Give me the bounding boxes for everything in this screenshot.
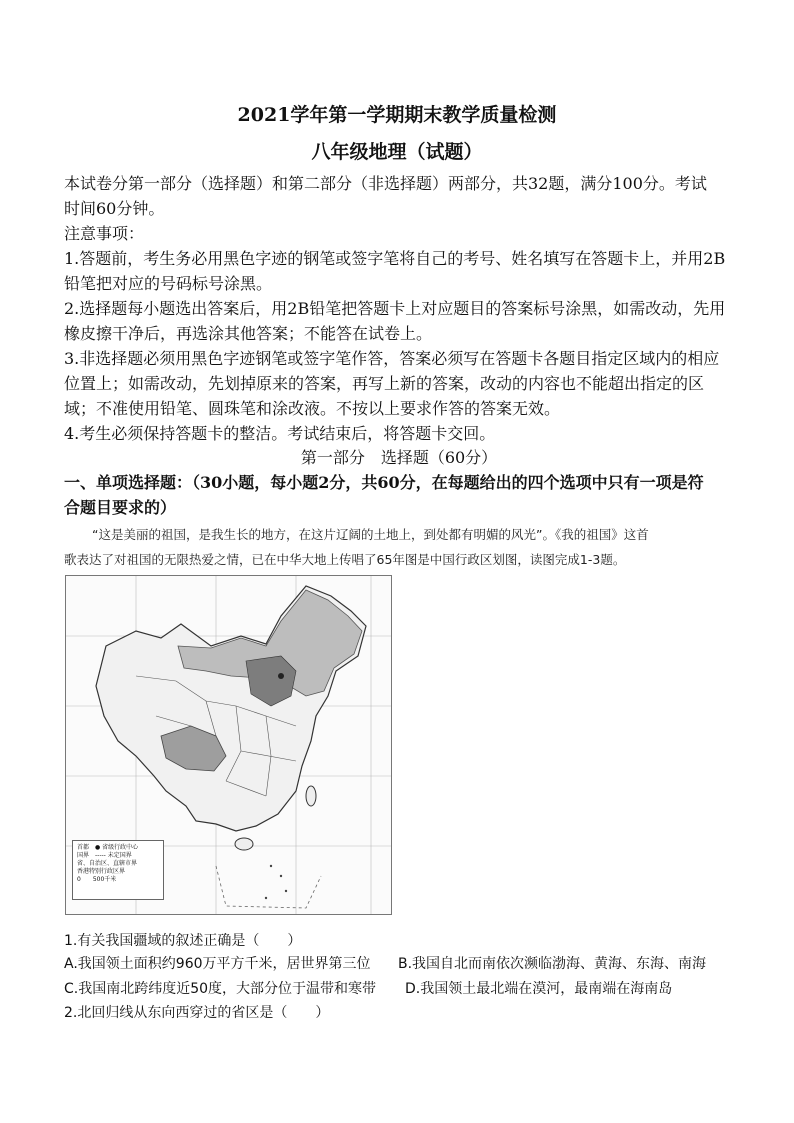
question-option-b: B.我国自北而南依次濒临渤海、黄海、东海、南海 bbox=[398, 956, 707, 972]
question-stem: 1.有关我国疆域的叙述正确是（ ） bbox=[64, 933, 302, 949]
exam-title: 2021学年第一学期期末教学质量检测 bbox=[237, 104, 557, 126]
notice-line: 1.答题前，考生务必用黑色字迹的钢笔或签字笔将自己的考号、姓名填写在答题卡上，并用2B bbox=[64, 249, 726, 268]
notice-line: 域；不准使用铅笔、圆珠笔和涂改液。不按以上要求作答的答案无效。 bbox=[64, 399, 561, 418]
china-admin-map bbox=[65, 575, 392, 915]
question-option-d: D.我国领土最北端在漠河，最南端在海南岛 bbox=[405, 981, 673, 997]
section-heading: 第一部分 选择题（60分） bbox=[300, 448, 498, 467]
map-legend bbox=[72, 840, 164, 900]
notice-line: 2.选择题每小题选出答案后，用2B铅笔把答题卡上对应题目的答案标号涂黑，如需改动，先用 bbox=[64, 299, 726, 318]
exam-subtitle: 八年级地理（试题） bbox=[311, 141, 483, 163]
map-scale: 0 500千米 bbox=[77, 876, 117, 883]
notice-heading: 注意事项： bbox=[64, 224, 145, 243]
part-title-line-2: 合题目要求的） bbox=[64, 498, 177, 517]
notice-line: 铅笔把对应的号码标号涂黑。 bbox=[64, 274, 273, 293]
notice-line: 4.考生必须保持答题卡的整洁。考试结束后，将答题卡交回。 bbox=[64, 424, 496, 443]
notice-line: 橡皮擦干净后，再选涂其他答案；不能答在试卷上。 bbox=[64, 324, 433, 343]
part-title-line-1: 一、单项选择题：（30小题，每小题2分，共60分，在每题给出的四个选项中只有一项是符 bbox=[64, 473, 704, 492]
intro-line-2: 时间60分钟。 bbox=[64, 199, 165, 218]
intro-line-1: 本试卷分第一部分（选择题）和第二部分（非选择题）两部分，共32题，满分100分。考试 bbox=[64, 174, 707, 193]
question-option-a: A.我国领土面积约960万平方千米，居世界第三位 bbox=[64, 956, 371, 972]
legend-line: 香港特别行政区界 bbox=[77, 868, 126, 875]
question-option-c: C.我国南北跨纬度近50度，大部分位于温带和寒带 bbox=[64, 981, 377, 997]
legend-line: 国界 ----- 未定国界 bbox=[77, 852, 132, 859]
passage-line-1: “这是美丽的祖国，是我生长的地方，在这片辽阔的土地上，到处都有明媚的风光”。《我的祖国》这首 bbox=[92, 527, 649, 542]
passage-line-2: 歌表达了对祖国的无限热爱之情，已在中华大地上传唱了65年图是中国行政区划图，读图完成1-3题。 bbox=[64, 552, 626, 567]
question-stem: 2.北回归线从东向西穿过的省区是（ ） bbox=[64, 1005, 330, 1021]
legend-line: 省、自治区、直辖市界 bbox=[77, 860, 138, 867]
notice-line: 位置上；如需改动，先划掉原来的答案，再写上新的答案，改动的内容也不能超出指定的区 bbox=[64, 374, 705, 393]
legend-line: 首都 ● 省级行政中心 bbox=[77, 844, 139, 851]
notice-line: 3.非选择题必须用黑色字迹钢笔或签字笔作答，答案必须写在答题卡各题目指定区域内的相应 bbox=[64, 349, 720, 368]
